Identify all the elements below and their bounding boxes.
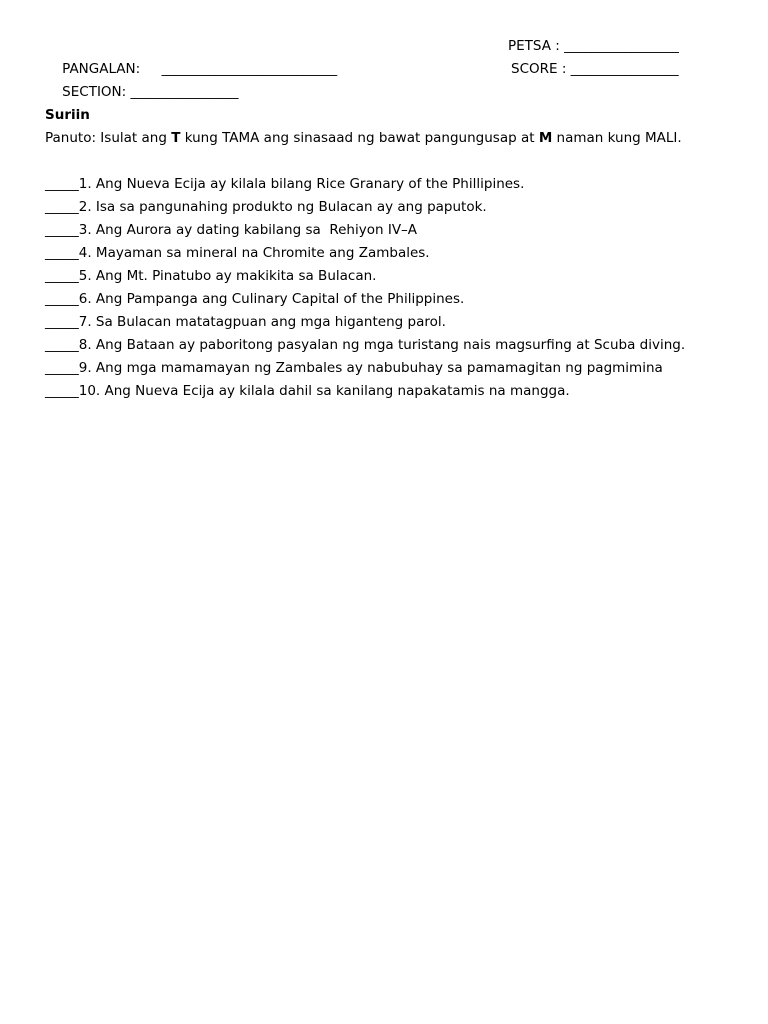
list-item: _____8. Ang Bataan ay paboritong pasyalan ng mga turistang nais magsurfing at Scuba diving. bbox=[45, 337, 686, 353]
score-field: SCORE : ________________ bbox=[511, 61, 679, 77]
list-item: _____5. Ang Mt. Pinatubo ay makikita sa Bulacan. bbox=[45, 268, 377, 284]
list-item: _____3. Ang Aurora ay dating kabilang sa Rehiyon IV–A bbox=[45, 222, 418, 238]
instructions-bold-m: M bbox=[538, 130, 553, 146]
section-field: SECTION: ________________ bbox=[62, 84, 239, 100]
list-item: _____6. Ang Pampanga ang Culinary Capital of the Philippines. bbox=[45, 291, 465, 307]
list-item: _____9. Ang mga mamamayan ng Zambales ay nabubuhay sa pamamagitan ng pagmimina bbox=[45, 360, 663, 376]
name-field: PANGALAN: __________________________ bbox=[62, 61, 338, 77]
list-item: _____7. Sa Bulacan matatagpuan ang mga higanteng parol. bbox=[45, 314, 446, 330]
date-field: PETSA : _________________ bbox=[508, 38, 679, 54]
list-item: _____10. Ang Nueva Ecija ay kilala dahil sa kanilang napakatamis na mangga. bbox=[45, 383, 570, 399]
worksheet-page bbox=[45, 35, 725, 403]
list-item: _____1. Ang Nueva Ecija ay kilala bilang Rice Granary of the Phillipines. bbox=[45, 176, 525, 192]
instructions bbox=[45, 127, 725, 150]
list-item: _____2. Isa sa pangunahing produkto ng Bulacan ay ang paputok. bbox=[45, 199, 487, 215]
instructions-text-1: Panuto: Isulat ang bbox=[45, 130, 172, 146]
list-item: _____4. Mayaman sa mineral na Chromite ang Zambales. bbox=[45, 245, 430, 261]
instructions-text-2: kung TAMA ang sinasaad ng bawat pangungusap at bbox=[180, 130, 539, 146]
section-title: Suriin bbox=[45, 107, 90, 123]
item-list bbox=[45, 173, 725, 403]
instructions-bold-t: T bbox=[171, 130, 181, 146]
header-row-2 bbox=[45, 58, 725, 100]
spacer bbox=[45, 150, 725, 173]
instructions-text-3: naman kung MALI. bbox=[552, 130, 682, 146]
